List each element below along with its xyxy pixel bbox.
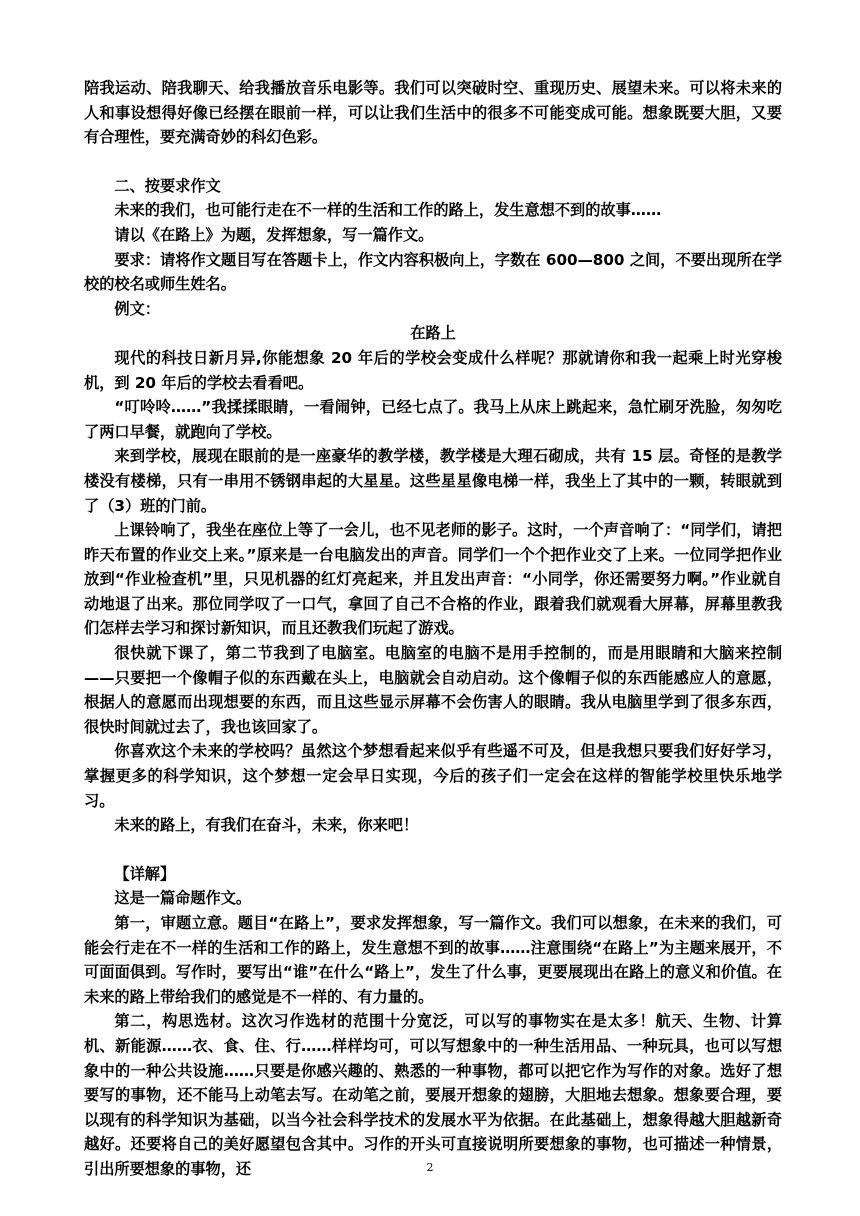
essay-paragraph: 上课铃响了，我坐在座位上等了一会儿，也不见老师的影子。这时，一个声音响了：“同学们，请把昨天布置的作业交上来。”原来是一台电脑发出的声音。同学们一个个把作业交了上来。一位同学把作业放到“作业检查机”里，只见机器的红灯亮起来，并且发出声音：“小同学，你还需要努力啊。”作业就自动地退了出来。那位同学叹了一口气，拿回了自己不合格的作业，跟着我们就观看大屏幕，屏幕里教我们怎样去学习和探讨新知识，而且还教我们玩起了游戏。 [84,521,782,638]
spacer [84,150,782,174]
analysis-paragraph: 这是一篇命题作文。 [114,889,252,908]
essay-paragraph: 你喜欢这个未来的学校吗？虽然这个梦想看起来似乎有些遥不可及，但是我想只要我们好好学习，掌握更多的科学知识，这个梦想一定会早日实现，今后的孩子们一定会在这样的智能学校里快乐地学习。 [84,742,782,810]
analysis-paragraph: 第二，构思选材。这次习作选材的范围十分宽泛，可以写的事物实在是太多！航天、生物、计算机、新能源……衣、食、住、行……样样均可，可以写想象中的一种生活用品、一种玩具，也可以写想象中的一种公共设施……只要是你感兴趣的、熟悉的一种事物，都可以把它作为写作的对象。选好了想要写的事物，还不能马上动笔去写。在动笔之前，要展开想象的翅膀，大胆地去想象。想象要合理，要以现有的科学知识为基础，以当今社会科学技术的发展水平为依据。在此基础上，想象得越大胆越新奇越好。还要将自己的美好愿望包含其中。习作的开头可直接说明所要想象的事物，也可描述一种情景，引出所要想象的事物，还 [84,1012,782,1178]
intro-paragraph: 陪我运动、陪我聊天、给我播放音乐电影等。我们可以突破时空、重现历史、展望未来。可以将未来的人和事设想得好像已经摆在眼前一样，可以让我们生活中的很多不可能变成可能。想象既要大胆，又要有合理性，要充满奇妙的科幻色彩。 [84,79,782,147]
requirement-text: 要求：请将作文题目写在答题卡上，作文内容积极向上，字数在 600—800 之间，不要出现所在学校的校名或师生姓名。 [84,250,782,294]
document-page [84,76,782,1182]
essay-paragraph: 很快就下课了，第二节我到了电脑室。电脑室的电脑不是用手控制的，而是用眼睛和大脑来控制——只要把一个像帽子似的东西戴在头上，电脑就会自动启动。这个像帽子似的东西能感应人的意愿，根据人的意愿而出现想要的东西，而且这些显示屏幕不会伤害人的眼睛。我从电脑里学到了很多东西，很快时间就过去了，我也该回家了。 [84,644,782,736]
essay-paragraph: 未来的路上，有我们在奋斗，未来，你来吧！ [114,816,419,835]
essay-paragraph: 现代的科技日新月异,你能想象 20 年后的学校会变成什么样呢？那就请你和我一起乘上时光穿梭机，到 20 年后的学校去看看吧。 [84,348,782,392]
example-label: 例文： [114,299,160,318]
essay-paragraph: 来到学校，展现在眼前的是一座豪华的教学楼，教学楼是大理石砌成，共有 15 层。奇怪的是教学楼没有楼梯，只有一串用不锈钢串起的大星星。这些星星像电梯一样，我坐上了其中的一颗，转眼就到了（3）班的门前。 [84,447,782,515]
essay-title: 在路上 [410,324,456,343]
prompt-line-1: 未来的我们，也可能行走在不一样的生活和工作的路上，发生意想不到的故事…… [114,201,662,220]
spacer [84,838,782,862]
section-heading: 二、按要求作文 [114,176,221,195]
analysis-heading: 【详解】 [114,864,176,883]
analysis-paragraph: 第一，审题立意。题目“在路上”，要求发挥想象，写一篇作文。我们可以想象，在未来的我们，可能会行走在不一样的生活和工作的路上，发生意想不到的故事……注意围绕“在路上”为主题来展开，不可面面俱到。写作时，要写出“谁”在什么“路上”，发生了什么事，更要展现出在路上的意义和价值。在未来的路上带给我们的感觉是不一样的、有力量的。 [84,914,782,1006]
essay-paragraph: “叮呤呤……”我揉揉眼睛，一看闹钟，已经七点了。我马上从床上跳起来，急忙刷牙洗脸，匆匆吃了两口早餐，就跑向了学校。 [84,398,782,441]
prompt-line-2: 请以《在路上》为题，发挥想象，写一篇作文。 [114,225,434,244]
page-number: 2 [426,1161,434,1174]
